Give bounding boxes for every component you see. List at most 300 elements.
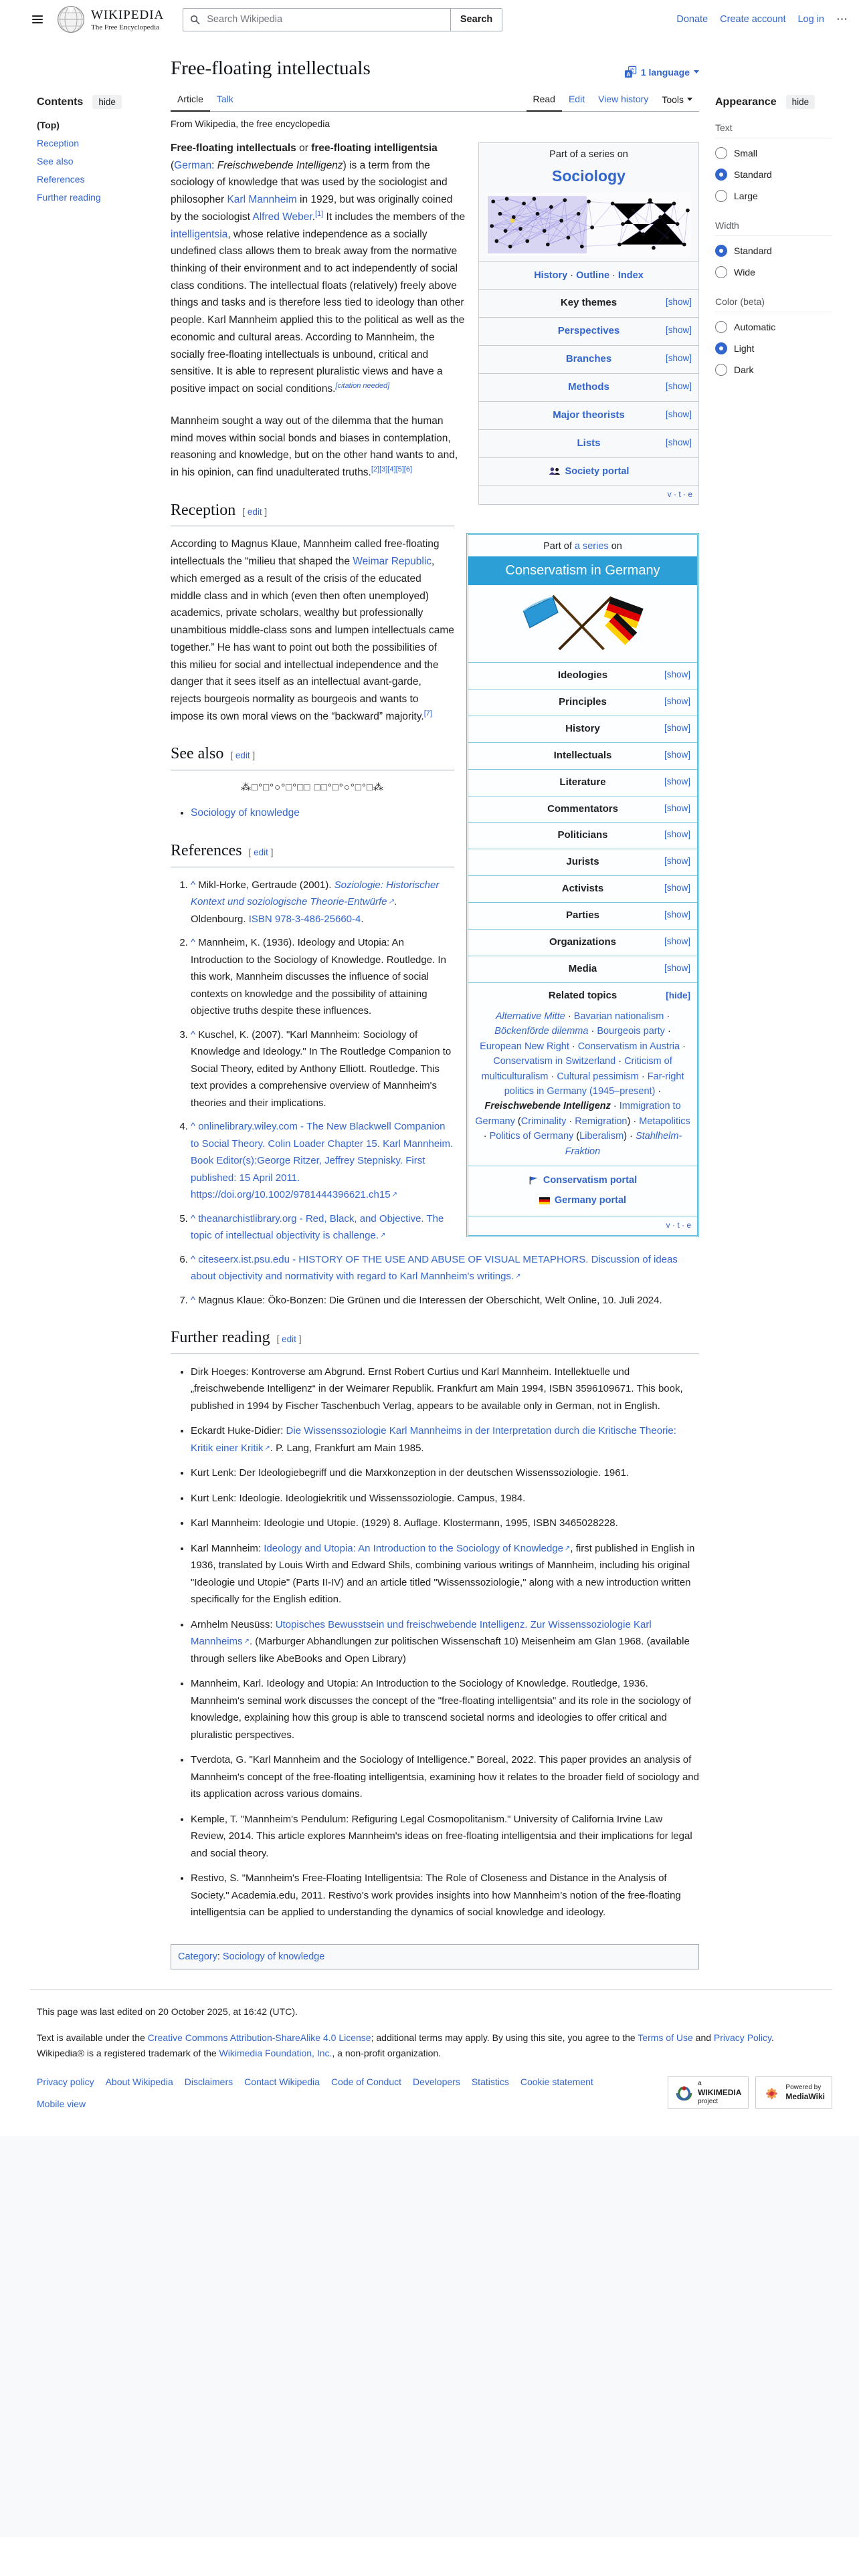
radio-option[interactable] <box>715 142 832 164</box>
series-section-row <box>468 902 697 929</box>
hide-toggle[interactable]: [hide] <box>666 990 690 1000</box>
vte-links[interactable]: v · t · e <box>468 1216 697 1235</box>
society-portal-row <box>479 457 698 485</box>
series-section-row <box>468 742 697 769</box>
show-toggle[interactable]: [show] <box>664 909 690 920</box>
further-reading-item <box>191 1811 699 1862</box>
tab-edit[interactable]: Edit <box>568 94 585 104</box>
footer-link[interactable]: Mobile view <box>37 2099 86 2110</box>
show-toggle[interactable]: [show] <box>664 722 690 733</box>
inline-link[interactable]: ^ <box>191 1294 199 1306</box>
reference-item <box>191 1251 699 1285</box>
crossed-flags-image <box>468 585 697 662</box>
text-segment: Part of <box>543 540 575 552</box>
text-segment: It includes the members of the <box>323 211 466 223</box>
tab-talk[interactable]: Talk <box>216 94 233 104</box>
show-toggle[interactable]: [show] <box>664 749 690 760</box>
text-segment: Kemple, T. "Mannheim's Pendulum: Refiguring Legal Cosmopolitanism." University of California Irvine Law Review, 2014. This article explores Mannheim's ideas on free-floating intelligentsia and their implications for legal and social theory. <box>191 1813 692 1859</box>
reference-item <box>191 1292 699 1309</box>
text-segment: · <box>664 1026 671 1037</box>
inline-link[interactable]: ISBN 978-3-486-25660-4 <box>248 913 361 925</box>
radio-option[interactable] <box>715 359 832 381</box>
wikipedia-globe-icon <box>56 5 86 34</box>
inline-link[interactable]: theanarchistlibrary.org - Red, Black, and Objective. The topic of intellectual objectivity is challenge. ↗ <box>191 1213 444 1242</box>
further-reading-item <box>191 1616 699 1668</box>
wikipedia-logo[interactable] <box>56 5 164 34</box>
series-section-row <box>479 401 698 429</box>
text-segment: · <box>615 1056 625 1067</box>
series-section-label[interactable]: Major theorists <box>553 409 625 421</box>
conservatism-rows <box>468 662 697 982</box>
inline-link[interactable]: Weimar Republic <box>353 556 432 568</box>
text-segment: Tverdota, G. "Karl Mannheim and the Sociology of Intelligence." Boreal, 2022. This paper provides an analysis of Mannheim's concept of the free-floating intelligentsia, examining how it relates to the broader field of sociology and its application across various domains. <box>191 1754 699 1800</box>
inline-link[interactable]: Privacy Policy <box>713 2032 771 2044</box>
further-reading-item <box>191 1870 699 1921</box>
more-options-icon[interactable]: ⋯ <box>836 13 848 25</box>
series-section-label: Commentators <box>547 802 618 815</box>
inline-link[interactable]: ^ <box>191 1121 199 1133</box>
radio-label: Standard <box>734 245 772 256</box>
color-options <box>715 316 832 381</box>
radio-option[interactable] <box>715 240 832 261</box>
inline-link[interactable]: Metapolitics <box>639 1115 690 1127</box>
radio-label: Wide <box>734 267 755 278</box>
further-reading-item <box>191 1465 699 1482</box>
series-section-row <box>468 662 697 689</box>
wikimedia-logo-icon <box>675 2084 693 2102</box>
text-segment: : <box>211 159 217 171</box>
last-edited-note: This page was last edited on 20 October 2025, at 16:42 (UTC). <box>37 2006 298 2018</box>
text-segment: free-floating intelligentsia <box>311 142 438 154</box>
conservatism-series-box <box>466 533 699 1238</box>
show-toggle[interactable]: [show] <box>664 829 690 840</box>
society-portal-icon <box>549 467 561 475</box>
text-segment: · <box>566 1115 575 1127</box>
edit-section-link[interactable]: edit <box>247 506 262 517</box>
footer-link[interactable]: Cookie statement <box>520 2076 593 2088</box>
conservatism-portal-row <box>468 1170 697 1190</box>
toc-item[interactable]: References <box>37 174 85 185</box>
inline-link[interactable]: Criminality <box>520 1115 567 1127</box>
series-section-row <box>479 429 698 457</box>
edit-section: [ edit ] <box>230 750 256 761</box>
series-section-row <box>479 317 698 345</box>
further-reading-item <box>191 1540 699 1608</box>
appearance-panel <box>699 39 859 1969</box>
text-segment: · <box>610 1101 619 1112</box>
article-main <box>171 39 699 1969</box>
text-segment: ) · <box>627 1115 640 1127</box>
series-section-row <box>468 769 697 796</box>
category-box <box>171 1944 699 1969</box>
decorative-ornament: ⁂□°□°○°□°□□ □□°□°○°□°□⁂ <box>241 782 384 794</box>
portal-rows <box>468 1166 697 1216</box>
conservatism-portal-link[interactable]: Conservatism portal <box>543 1175 638 1186</box>
page-footer <box>0 1969 859 2136</box>
series-section-label: Literature <box>559 776 606 788</box>
inline-link[interactable]: ^ <box>191 879 199 891</box>
footer-link[interactable]: Developers <box>413 2076 460 2088</box>
text-segment: · <box>655 1086 662 1097</box>
radio-option[interactable] <box>715 338 832 359</box>
inline-link[interactable]: onlinelibrary.wiley.com - The New Blackwell Companion to Social Theory. Colin Loader Chapter 15. Karl Mannheim. Book Editor(s):George Ritzer, Jeffrey Stepnisky. First published: 15 April 2011. https://doi.org/10.1002/9781444396621.ch15 ↗ <box>191 1121 453 1200</box>
series-section-row <box>468 849 697 875</box>
chevron-down-icon <box>694 70 699 74</box>
show-toggle[interactable]: [show] <box>664 695 690 706</box>
contents-hide-button[interactable]: hide <box>92 95 122 109</box>
section-heading-reception: Reception [ edit ] <box>171 498 454 527</box>
series-section-label: Principles <box>559 695 607 708</box>
inline-link[interactable]: Böckenförde dilemma <box>494 1026 589 1037</box>
germany-portal-row <box>468 1190 697 1210</box>
language-count: 1 language <box>640 66 690 78</box>
further-reading-item <box>191 1490 699 1507</box>
inline-link[interactable]: a series <box>574 540 609 552</box>
related-topics-header <box>468 982 697 1009</box>
inline-link[interactable]: Karl Mannheim <box>227 194 297 206</box>
series-section-label: Media <box>568 962 597 974</box>
text-segment: Mannheim, K. (1936). Ideology and Utopia: An Introduction to the Sociology of Knowledge. Routledge. In this work, Mannheim discusses the influence of social contexts on knowledge and the possibility of attaining objective truths despite these influences. <box>191 937 446 1017</box>
radio-option[interactable] <box>715 261 832 283</box>
inline-link[interactable]: [7] <box>423 709 432 718</box>
text-segment: Restivo, S. "Mannheim's Free-Floating Intelligentsia: The Role of Closeness and Distance in the Analysis of Society." Academia.edu, 2011. Restivo's work provides insights into how Mannheim’s notion of the free-floating intelligentsia can be applied to understanding the dynamics of social knowledge and ideology. <box>191 1872 681 1919</box>
text-segment: Mannheim sought a way out of the dilemma that the human mind moves within social bonds and biases in contemplation, reasoning and knowledge, but on the other hand wants to and, in his opinion, can find unadulterated truths. <box>171 415 458 478</box>
footer-link[interactable]: Statistics <box>471 2076 509 2088</box>
inline-link[interactable]: Wikimedia Foundation, Inc. <box>219 2047 332 2058</box>
inline-link[interactable]: ^ <box>191 1212 199 1224</box>
series-section-label[interactable]: Methods <box>568 381 609 393</box>
text-segment: ( <box>171 159 175 171</box>
text-segment: in 1929, but was originally coined by the sociologist <box>171 194 453 223</box>
further-reading-item <box>191 1675 699 1743</box>
site-subtitle: From Wikipedia, the free encyclopedia <box>171 118 330 129</box>
inline-link[interactable]: [1] <box>315 209 324 218</box>
blue-flag-icon <box>529 1176 539 1185</box>
sociology-series-box <box>478 142 699 505</box>
inline-link[interactable]: Sociology of knowledge <box>222 1951 325 1962</box>
series-section-label: Intellectuals <box>553 749 612 761</box>
article-tabbar <box>171 88 699 112</box>
hamburger-menu-icon[interactable] <box>28 9 47 29</box>
text-segment: · <box>664 1010 670 1022</box>
radio-label: Standard <box>734 169 772 180</box>
text-segment: , first published in English in 1936, translated by Louis Wirth and Edward Shils, combining various writings of Mannheim, including his original "Ideologie und Utopie" (Parts II-IV) and an article titled "Wissenssoziologie," along with a new introduction written specifically for the English edition. <box>191 1542 695 1606</box>
radio-label: Small <box>734 148 758 158</box>
text-segment: · <box>483 1131 490 1142</box>
svg-text:A: A <box>626 70 631 78</box>
section-heading-references: References [ edit ] <box>171 838 454 867</box>
inline-link[interactable]: Alternative Mitte <box>495 1010 565 1022</box>
series-section-label: Activists <box>561 883 604 895</box>
show-toggle[interactable]: [show] <box>665 437 692 447</box>
text-segment: . <box>312 211 315 223</box>
text-segment: ; additional terms may apply. By using this site, you agree to the <box>371 2032 638 2044</box>
appearance-hide-button[interactable]: hide <box>786 95 816 109</box>
language-selector[interactable] <box>624 66 699 80</box>
inline-link[interactable]: History <box>534 270 568 282</box>
inline-link[interactable]: European New Right <box>480 1041 569 1052</box>
text-segment: Magnus Klaue: Öko-Bonzen: Die Grünen und die Interessen der Oberschicht, Welt Online, 10. Juli 2024. <box>198 1294 662 1306</box>
text-segment: ) · <box>624 1131 636 1142</box>
contents-sidebar <box>0 39 171 1969</box>
appearance-group-text: Text <box>715 122 832 138</box>
sociology-title-link[interactable]: Sociology <box>552 167 626 185</box>
appearance-title: Appearance <box>715 96 777 108</box>
series-section-label: Organizations <box>549 936 616 948</box>
chevron-down-icon <box>687 98 692 101</box>
radio-option[interactable] <box>715 185 832 207</box>
toc-item[interactable]: Reception <box>37 138 80 148</box>
show-toggle[interactable]: [show] <box>665 381 692 391</box>
related-topics-title: Related topics <box>548 989 617 1001</box>
series-section-row <box>468 956 697 982</box>
show-toggle[interactable]: [show] <box>664 856 690 867</box>
inline-link[interactable]: Ideology and Utopia: An Introduction to the Sociology of Knowledge ↗ <box>264 1543 570 1554</box>
germany-portal-link[interactable]: Germany portal <box>554 1195 627 1206</box>
inline-link[interactable]: Terms of Use <box>638 2032 693 2044</box>
donate-link[interactable]: Donate <box>676 14 708 25</box>
section-heading-further-reading: Further reading [ edit ] <box>171 1325 699 1354</box>
footer-link[interactable]: About Wikipedia <box>105 2076 173 2088</box>
series-section-row <box>468 822 697 849</box>
user-links <box>676 13 848 26</box>
series-section-row <box>468 929 697 956</box>
mediawiki-logo-icon <box>763 2084 781 2102</box>
show-toggle[interactable]: [show] <box>664 883 690 893</box>
text-segment: or <box>296 142 312 154</box>
series-pretitle: Part of a series on <box>549 149 628 160</box>
text-segment: ( <box>573 1131 580 1142</box>
show-toggle[interactable]: [show] <box>665 409 692 419</box>
further-reading-item <box>191 1751 699 1803</box>
page-title: Free-floating intellectuals <box>171 58 371 79</box>
tab-article[interactable]: Article <box>171 88 210 112</box>
create-account-link[interactable]: Create account <box>720 14 786 25</box>
series-section-label[interactable]: Lists <box>577 437 601 449</box>
show-toggle[interactable]: [show] <box>664 936 690 946</box>
text-segment: Karl Mannheim: <box>191 1542 264 1554</box>
radio-label: Large <box>734 191 758 201</box>
inline-link[interactable]: Remigration <box>575 1115 628 1127</box>
series-section-label[interactable]: Branches <box>565 353 612 365</box>
text-segment: and <box>692 2032 714 2044</box>
search-box <box>183 8 502 31</box>
radio-label: Dark <box>734 364 754 375</box>
inline-link[interactable]: intelligentsia <box>171 228 228 240</box>
text-segment: · <box>565 1010 574 1022</box>
edit-section: [ edit ] <box>276 1334 302 1345</box>
text-segment: Text is available under the <box>37 2032 148 2044</box>
inline-link[interactable]: Category <box>178 1951 217 1962</box>
tabbar-spacer <box>240 88 527 111</box>
text-segment: : <box>217 1951 223 1962</box>
text-segment: Kuschel, K. (2007). "Karl Mannheim: Sociology of Knowledge and Ideology." In The Routledge Companion to Social Theory, edited by Anthony Elliott. Routledge. This text provides a comprehensive overview of Mannheim's theories and their implications. <box>191 1029 452 1109</box>
footer-link[interactable]: Code of Conduct <box>330 2076 402 2088</box>
further-reading-list <box>171 1364 699 1921</box>
inline-link[interactable]: Creative Commons Attribution-ShareAlike 4.0 License <box>147 2032 371 2044</box>
inline-link[interactable]: Bavarian nationalism <box>573 1010 664 1022</box>
text-segment: . <box>361 913 364 925</box>
text-segment: · <box>609 270 618 282</box>
inline-link[interactable]: citeseerx.ist.psu.edu - HISTORY OF THE USE AND ABUSE OF VISUAL METAPHORS. Discussion of ideas about objectivity and normativity with regard to Karl Mannheim's writings. ↗ <box>191 1254 678 1283</box>
inline-link[interactable]: German <box>174 159 212 171</box>
inline-link[interactable]: Alfred Weber <box>252 211 312 223</box>
text-segment: . P. Lang, Frankfurt am Main 1985. <box>270 1442 424 1454</box>
inline-link[interactable]: Index <box>617 270 644 282</box>
series-section-row <box>468 716 697 742</box>
inline-link[interactable]: Conservatism in Switzerland <box>493 1056 616 1067</box>
text-segment: Kurt Lenk: Der Ideologiebegriff und die Marxkonzeption in der deutschen Wissenssoziologie. 1961. <box>191 1467 630 1479</box>
contents-list <box>37 120 164 203</box>
edit-section-link[interactable]: edit <box>254 847 268 857</box>
series-section-label: History <box>565 722 600 734</box>
footer-link[interactable]: Disclaimers <box>184 2076 233 2088</box>
show-toggle[interactable]: [show] <box>665 325 692 336</box>
text-segment: Freischwebende Intelligenz <box>484 1101 611 1112</box>
sociology-rows <box>479 289 698 457</box>
toc-item[interactable]: See also <box>37 156 74 167</box>
tab-read[interactable]: Read <box>527 88 562 112</box>
wikipedia-wordmark <box>91 8 164 31</box>
text-segment: ) is a term from the sociology of knowledge that was used by the sociologist and philosopher <box>171 159 448 206</box>
width-options <box>715 240 832 283</box>
inline-link[interactable]: Utopisches Bewusstsein und freischwebende Intelligenz. Zur Wissenssoziologie Karl Mannheims ↗ <box>191 1619 652 1648</box>
mediawiki-badge[interactable]: Powered by MediaWiki <box>755 2076 832 2109</box>
toc-item[interactable]: Further reading <box>37 192 101 203</box>
inline-link[interactable]: Criticism of multiculturalism <box>481 1056 672 1082</box>
radio-option[interactable] <box>715 316 832 338</box>
top-header <box>0 0 859 39</box>
text-segment: Mikl-Horke, Gertraude (2001). <box>198 879 335 891</box>
society-portal-link[interactable]: Society portal <box>565 465 630 477</box>
show-toggle[interactable]: [show] <box>664 962 690 973</box>
appearance-group-width: Width <box>715 220 832 236</box>
inline-link[interactable]: Politics of Germany <box>489 1131 574 1142</box>
contents-title: Contents <box>37 96 84 108</box>
radio-button[interactable] <box>715 364 727 376</box>
inline-link[interactable]: [2][3][4][5][6] <box>371 465 413 473</box>
series-section-row <box>468 875 697 902</box>
text-segment: . Wikipedia® is a registered trademark of the <box>37 2032 774 2058</box>
radio-button[interactable] <box>715 266 727 278</box>
edit-section: [ edit ] <box>248 847 274 857</box>
sociology-network-image <box>486 193 691 256</box>
radio-button[interactable] <box>715 169 727 181</box>
text-segment: · <box>569 1041 578 1052</box>
edit-section-link[interactable]: edit <box>235 750 250 761</box>
inline-link[interactable]: Conservatism in Austria <box>577 1041 680 1052</box>
text-segment: Karl Mannheim: Ideologie und Utopie. (1929) 8. Auflage. Klostermann, 1995, ISBN 3465028228. <box>191 1517 618 1529</box>
conservatism-title-link[interactable]: Conservatism in Germany <box>468 556 697 585</box>
edit-section: [ edit ] <box>242 506 268 517</box>
radio-button[interactable] <box>715 342 727 354</box>
logo-title: WIKIPEDIA <box>91 7 165 22</box>
wikimedia-project-badge[interactable]: a WIKIMEDIA project <box>668 2076 749 2109</box>
tab-tools[interactable]: Tools <box>655 88 699 111</box>
text-segment: According to Magnus Klaue, Mannheim called free-floating intellectuals the “milieu that shaped the <box>171 538 440 568</box>
text-segment: Free-floating intellectuals <box>171 142 296 154</box>
series-section-label: Politicians <box>557 829 608 841</box>
inline-link[interactable]: ^ <box>191 1253 199 1265</box>
inline-link[interactable]: Cultural pessimism <box>557 1071 639 1082</box>
search-button[interactable]: Search <box>450 9 502 31</box>
search-input[interactable] <box>205 13 450 25</box>
radio-option[interactable] <box>715 164 832 185</box>
radio-button[interactable] <box>715 190 727 202</box>
footer-links <box>37 2076 612 2109</box>
text-segment: Dirk Hoeges: Kontroverse am Abgrund. Ernst Robert Curtius und Karl Mannheim. Intellektuelle und „freischwebende Intelligenz“ in der Weimarer Republik. Frankfurt am Main 1994, ISBN 3596109671. This book, published in 1994 by Fischer Taschenbuch Verlag, appears to be available only in German, not in English. <box>191 1366 683 1412</box>
inline-link[interactable]: ^ <box>191 1029 199 1041</box>
login-link[interactable]: Log in <box>797 14 824 25</box>
inline-link[interactable]: ^ <box>191 937 199 949</box>
inline-link[interactable]: Liberalism <box>579 1131 624 1142</box>
series-section-label: Parties <box>565 909 600 922</box>
tab-view-history[interactable]: View history <box>598 94 649 104</box>
series-section-label[interactable]: Key themes <box>560 297 617 309</box>
inline-link[interactable]: [citation needed] <box>335 381 390 390</box>
related-topics-links <box>468 1009 697 1166</box>
text-segment: Arnhelm Neusüss: <box>191 1618 276 1630</box>
series-section-label[interactable]: Perspectives <box>557 325 620 337</box>
edit-section-link[interactable]: edit <box>282 1334 296 1345</box>
series-section-row <box>479 345 698 373</box>
inline-link[interactable]: Bourgeois party <box>597 1026 665 1037</box>
radio-label: Automatic <box>734 322 776 332</box>
inline-link[interactable]: Die Wissenssoziologie Karl Mannheims in der Interpretation durch die Kritische Theorie: Kritik einer Kritik ↗ <box>191 1425 676 1454</box>
footer-link[interactable]: Privacy policy <box>37 2076 94 2088</box>
series-section-row <box>479 289 698 317</box>
show-toggle[interactable]: [show] <box>664 669 690 680</box>
page-bottom-area <box>0 2136 859 2537</box>
show-toggle[interactable]: [show] <box>664 776 690 786</box>
show-toggle[interactable]: [show] <box>665 353 692 364</box>
radio-button[interactable] <box>715 147 727 159</box>
text-segment: · <box>680 1041 686 1052</box>
footer-link[interactable]: Contact Wikipedia <box>244 2076 320 2088</box>
inline-link[interactable]: Stahlhelm-Fraktion <box>565 1131 682 1157</box>
text-segment: ( <box>514 1115 521 1127</box>
inline-link[interactable]: Far-right politics in Germany (1945–present) <box>504 1071 684 1097</box>
text-segment: . (Marburger Abhandlungen zur politischen Wissenschaft 10) Meisenheim am Glan 1968. (available through sellers like AbeBooks and Open Library) <box>191 1636 690 1665</box>
vte-links[interactable]: v · t · e <box>479 485 698 504</box>
series-pretitle <box>468 535 697 556</box>
inline-link[interactable]: Soziologie: Historischer Kontext und soziologische Theorie-Entwürfe ↗ <box>191 879 439 908</box>
text-segment: · <box>567 270 577 282</box>
text-segment: on <box>608 540 622 552</box>
inline-link[interactable]: Outline <box>576 270 610 282</box>
text-segment: · <box>548 1071 557 1082</box>
radio-button[interactable] <box>715 245 727 257</box>
appearance-group-color: Color (beta) <box>715 296 832 312</box>
inline-link[interactable]: Immigration to Germany <box>475 1101 681 1127</box>
language-icon <box>624 66 637 78</box>
inline-link[interactable]: Sociology of knowledge <box>191 807 300 819</box>
series-nav-links <box>479 261 698 289</box>
show-toggle[interactable]: [show] <box>665 297 692 308</box>
further-reading-item <box>191 1364 699 1415</box>
text-segment: Freischwebende Intelligenz <box>217 159 343 171</box>
text-segment: , which emerged as a result of the crisis of the educated middle class and in which (even then often unemployed) academics, private scholars, wealthy but professionally unambitious middle-class sons and lumpen intellectuals came together.” He has want to point out both the possibilities of this milieu for social and intellectual independence and the danger that it sees itself as an intellectual avant-garde, rejects bourgeois normality as bourgeois and wants to impose its own moral views on the “backward” majority. <box>171 556 454 722</box>
radio-button[interactable] <box>715 321 727 333</box>
show-toggle[interactable]: [show] <box>664 802 690 813</box>
further-reading-item <box>191 1422 699 1457</box>
germany-flag-icon <box>539 1197 550 1204</box>
text-size-options <box>715 142 832 207</box>
radio-label: Light <box>734 343 755 354</box>
logo-subtitle: The Free Encyclopedia <box>91 23 160 31</box>
toc-item[interactable]: (Top) <box>37 120 60 130</box>
text-segment: · <box>638 1071 648 1082</box>
